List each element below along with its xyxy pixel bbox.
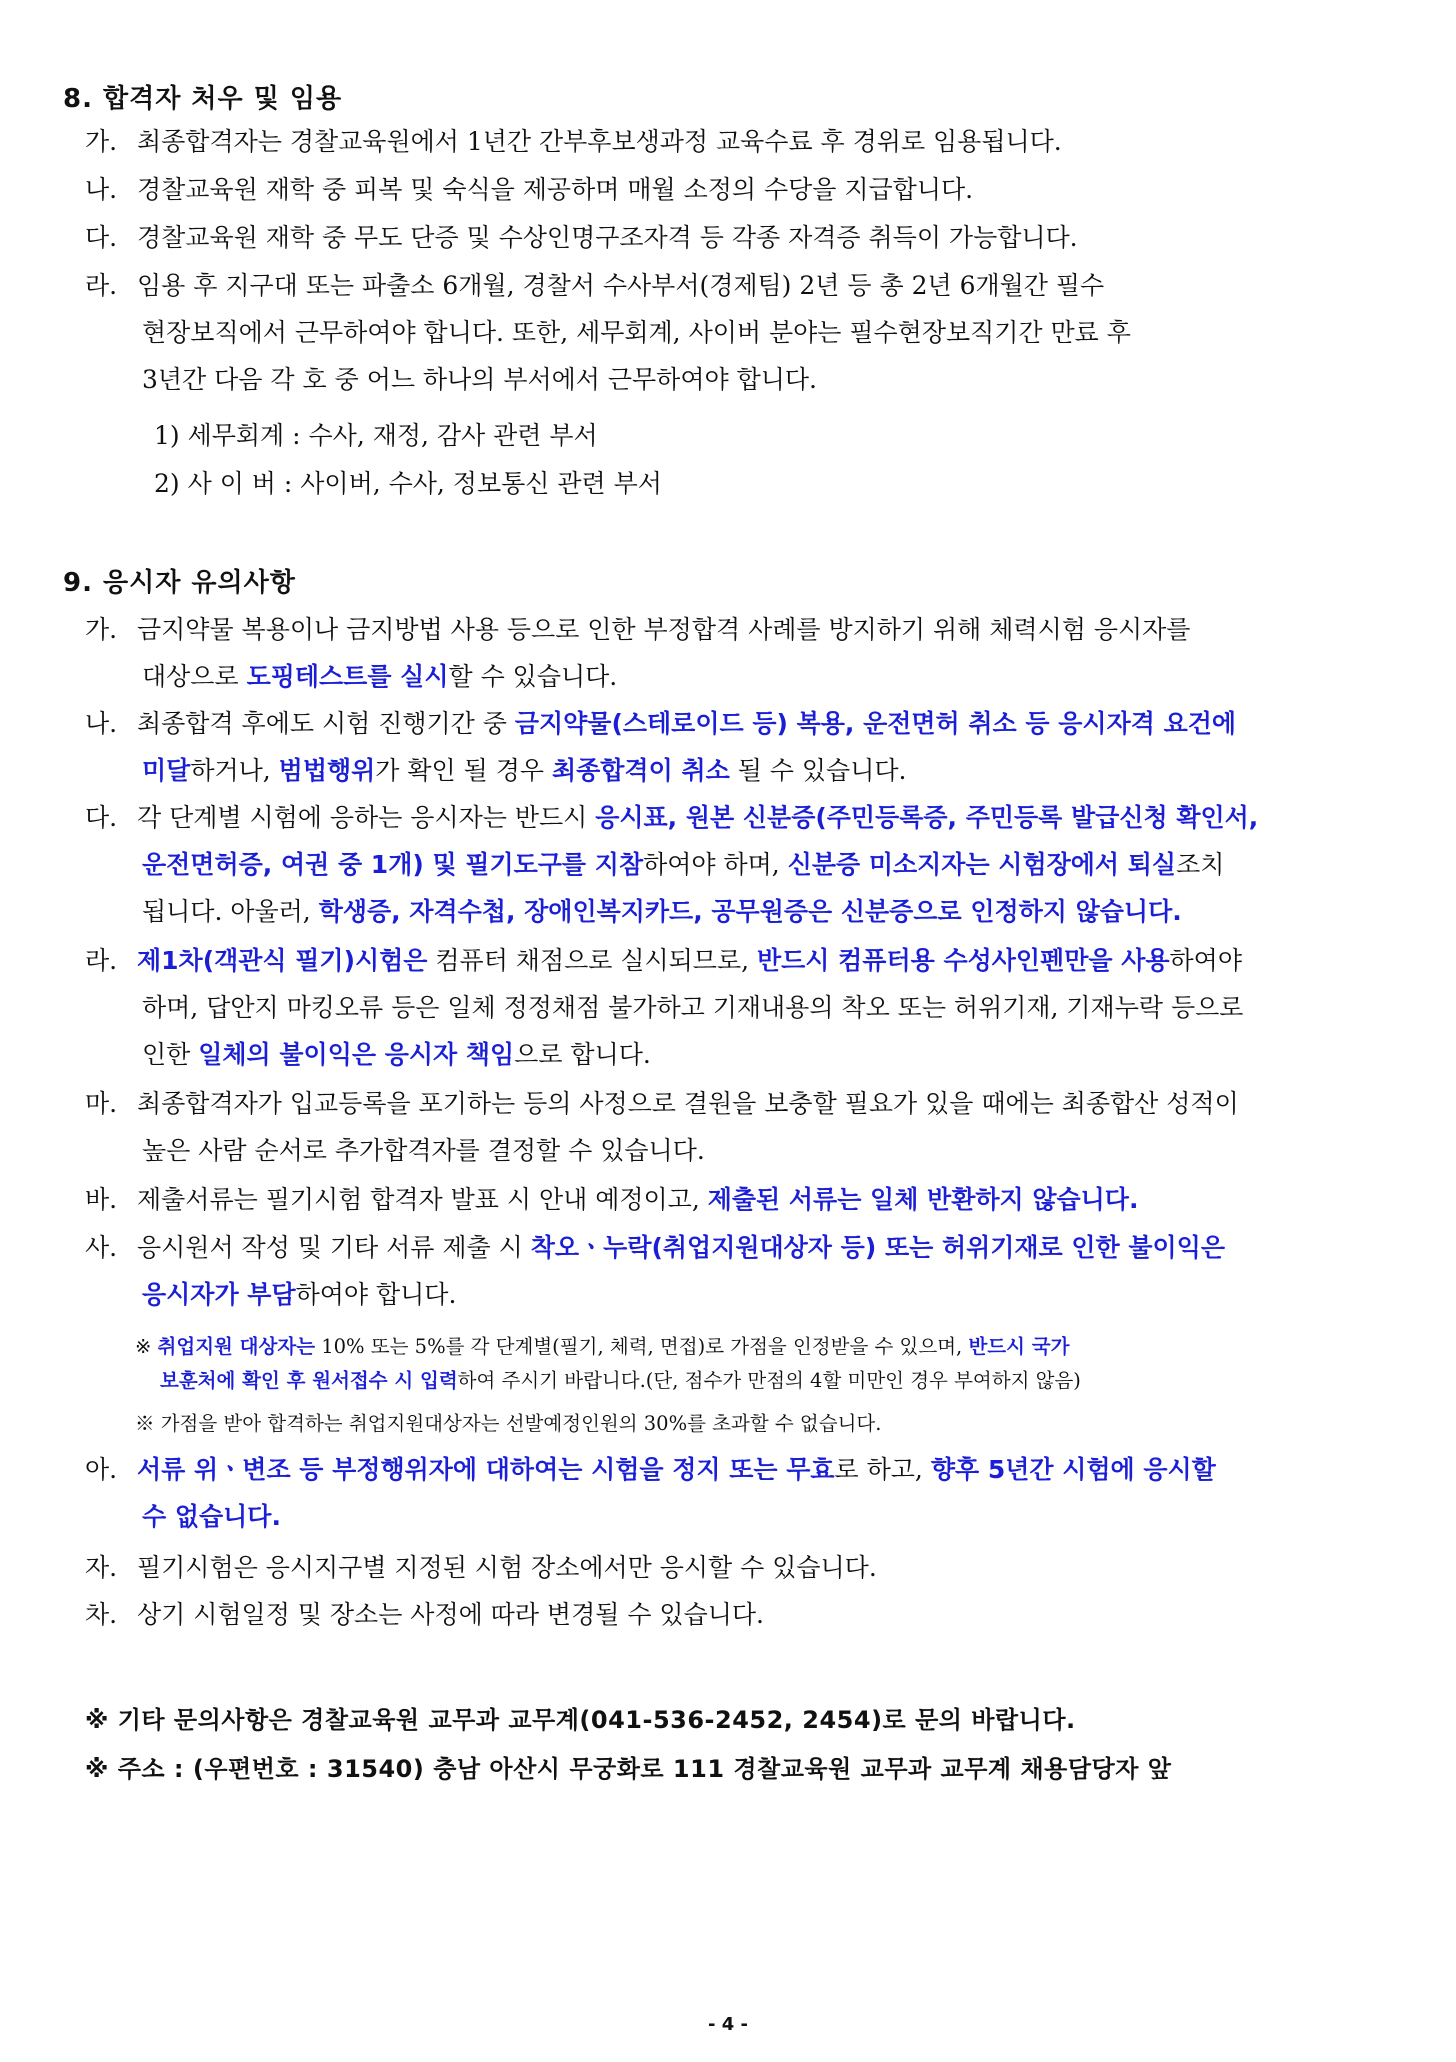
highlight-text: 최종합격이 취소 xyxy=(551,756,730,785)
text-line xyxy=(85,984,1400,1031)
highlight-text: 제출된 서류는 일체 반환하지 않습니다. xyxy=(707,1185,1139,1214)
highlight-text: 반드시 국가 xyxy=(968,1335,1070,1358)
page-number: - 4 - xyxy=(708,2014,748,2035)
text-line xyxy=(135,1330,1400,1364)
section-8-subitem-1: 1) 세무회계 : 수사, 재정, 감사 관련 부서 xyxy=(154,421,598,450)
item-label: 다. xyxy=(85,803,118,832)
section-9-item-na xyxy=(85,700,1400,794)
body-text: 조치 xyxy=(1176,850,1225,879)
body-text: 경찰교육원 재학 중 무도 단증 및 수상인명구조자격 등 각종 자격증 취득이 가능합니다. xyxy=(137,223,1078,252)
text-line xyxy=(85,118,1400,165)
body-text: 하여야 합니다. xyxy=(295,1280,457,1309)
body-text: 대상으로 xyxy=(142,662,247,691)
body-text: 3년간 다음 각 호 중 어느 하나의 부서에서 근무하여야 합니다. xyxy=(142,365,817,394)
body-text: 할 수 있습니다. xyxy=(448,662,618,691)
text-line xyxy=(85,1031,1400,1078)
item-label: 가. xyxy=(85,615,118,644)
body-text: 제출서류는 필기시험 합격자 발표 시 안내 예정이고, xyxy=(137,1185,708,1214)
body-text: 하며, 답안지 마킹오류 등은 일체 정정채점 불가하고 기재내용의 착오 또는 허위기재, 기재누락 등으로 xyxy=(142,993,1244,1022)
highlight-text: 향후 5년간 시험에 응시할 xyxy=(930,1455,1216,1484)
section-9-item-ma xyxy=(85,1080,1400,1174)
highlight-text: 응시표, 원본 신분증(주민등록증, 주민등록 발급신청 확인서, xyxy=(595,803,1259,832)
highlight-text: 제1차(객관식 필기)시험은 xyxy=(137,946,428,975)
section-9-item-ba xyxy=(85,1176,1400,1223)
body-text: 될 수 있습니다. xyxy=(729,756,907,785)
text-line xyxy=(85,841,1400,888)
highlight-text: 학생증, 자격수첩, 장애인복지카드, 공무원증은 신분증으로 인정하지 않습니다. xyxy=(318,897,1182,926)
section-9-item-ja xyxy=(85,1544,1400,1591)
body-text: 임용 후 지구대 또는 파출소 6개월, 경찰서 수사부서(경제팀) 2년 등 총 2년 6개월간 필수 xyxy=(137,271,1105,300)
highlight-text: 도핑테스트를 실시 xyxy=(246,662,449,691)
body-text: ※ xyxy=(135,1335,158,1358)
section-8-item-ra xyxy=(85,262,1400,403)
body-text: 가 확인 될 경우 xyxy=(375,756,552,785)
body-text: ※ 가점을 받아 합격하는 취업지원대상자는 선발예정인원의 30%를 초과할 수 없습니다. xyxy=(135,1412,882,1435)
text-line xyxy=(85,794,1400,841)
item-label: 사. xyxy=(85,1233,118,1262)
item-label: 자. xyxy=(85,1553,118,1582)
text-line xyxy=(135,1407,1400,1441)
item-label: 아. xyxy=(85,1455,118,1484)
item-label: 다. xyxy=(85,223,118,252)
highlight-text: 서류 위ㆍ변조 등 부정행위자에 대하여는 시험을 정지 또는 무효 xyxy=(137,1455,835,1484)
text-line xyxy=(85,937,1400,984)
section-8-item-ga xyxy=(85,118,1400,165)
section-9-item-ra xyxy=(85,937,1400,1078)
text-line xyxy=(85,1446,1400,1493)
body-text: 컴퓨터 채점으로 실시되므로, xyxy=(427,946,757,975)
text-line xyxy=(85,1176,1400,1223)
text-line xyxy=(85,1493,1400,1540)
text-line xyxy=(85,653,1400,700)
body-text: 하여야 하며, xyxy=(643,850,788,879)
body-text: 응시원서 작성 및 기타 서류 제출 시 xyxy=(137,1233,531,1262)
section-9-item-sa xyxy=(85,1224,1400,1318)
highlight-text: 보훈처에 확인 후 원서접수 시 입력 xyxy=(160,1369,458,1392)
body-text: 하여야 xyxy=(1169,946,1242,975)
highlight-text: 취업지원 대상자는 xyxy=(157,1335,316,1358)
text-line xyxy=(85,1271,1400,1318)
section-9-title: 9. 응시자 유의사항 xyxy=(63,568,296,598)
highlight-text: 미달 xyxy=(142,756,191,785)
text-line xyxy=(85,1544,1400,1591)
highlight-text: 수 없습니다. xyxy=(142,1502,281,1531)
item-label: 나. xyxy=(85,709,118,738)
text-line xyxy=(85,606,1400,653)
text-line xyxy=(85,700,1400,747)
body-text: 하거나, xyxy=(190,756,279,785)
text-line xyxy=(85,1224,1400,1271)
body-text: 으로 합니다. xyxy=(514,1040,651,1069)
section-8-title: 8. 합격자 처우 및 임용 xyxy=(63,84,343,114)
highlight-text: 반드시 컴퓨터용 수성사인펜만을 사용 xyxy=(757,946,1170,975)
body-text: 경찰교육원 재학 중 피복 및 숙식을 제공하며 매월 소정의 수당을 지급합니다. xyxy=(137,175,974,204)
text-line xyxy=(85,214,1400,261)
body-text: 됩니다. 아울러, xyxy=(142,897,319,926)
text-line xyxy=(85,1080,1400,1127)
section-9-item-ga xyxy=(85,606,1400,700)
contact-inquiry: ※ 기타 문의사항은 경찰교육원 교무과 교무계(041-536-2452, 2454)로 문의 바랍니다. xyxy=(85,1706,1076,1734)
section-9-item-a xyxy=(85,1446,1400,1540)
section-8-item-na xyxy=(85,166,1400,213)
body-text: 상기 시험일정 및 장소는 사정에 따라 변경될 수 있습니다. xyxy=(137,1600,764,1629)
highlight-text: 착오ㆍ누락(취업지원대상자 등) 또는 허위기재로 인한 불이익은 xyxy=(530,1233,1226,1262)
text-line xyxy=(85,166,1400,213)
text-line xyxy=(85,262,1400,309)
highlight-text: 운전면허증, 여권 중 1개) 및 필기도구를 지참 xyxy=(142,850,644,879)
item-label: 바. xyxy=(85,1185,118,1214)
body-text: 금지약물 복용이나 금지방법 사용 등으로 인한 부정합격 사례를 방지하기 위해 체력시험 응시자를 xyxy=(137,615,1191,644)
body-text: 10% 또는 5%를 각 단계별(필기, 체력, 면접)로 가점을 인정받을 수 있으며, xyxy=(315,1335,969,1358)
body-text: 로 하고, xyxy=(834,1455,931,1484)
section-9-note-1 xyxy=(135,1330,1400,1398)
section-8-subitem-2: 2) 사 이 버 : 사이버, 수사, 정보통신 관련 부서 xyxy=(154,469,662,498)
highlight-text: 신분증 미소지자는 시험장에서 퇴실 xyxy=(787,850,1177,879)
item-label: 라. xyxy=(85,946,118,975)
item-label: 라. xyxy=(85,271,118,300)
contact-address: ※ 주소 : (우편번호 : 31540) 충남 아산시 무궁화로 111 경찰교육원 교무과 교무계 채용담당자 앞 xyxy=(85,1755,1172,1783)
section-8-item-da xyxy=(85,214,1400,261)
text-line xyxy=(85,1591,1400,1638)
item-label: 나. xyxy=(85,175,118,204)
item-label: 마. xyxy=(85,1089,118,1118)
text-line xyxy=(85,1127,1400,1174)
highlight-text: 범법행위 xyxy=(278,756,376,785)
section-9-item-cha xyxy=(85,1591,1400,1638)
body-text: 최종합격자가 입교등록을 포기하는 등의 사정으로 결원을 보충할 필요가 있을 때에는 최종합산 성적이 xyxy=(137,1089,1239,1118)
item-label: 차. xyxy=(85,1600,118,1629)
text-line xyxy=(85,747,1400,794)
section-9-note-2 xyxy=(135,1407,1400,1441)
body-text: 최종합격자는 경찰교육원에서 1년간 간부후보생과정 교육수료 후 경위로 임용됩니다. xyxy=(137,127,1062,156)
body-text: 필기시험은 응시지구별 지정된 시험 장소에서만 응시할 수 있습니다. xyxy=(137,1553,877,1582)
highlight-text: 일체의 불이익은 응시자 책임 xyxy=(198,1040,515,1069)
section-9-item-da xyxy=(85,794,1400,935)
body-text: 인한 xyxy=(142,1040,199,1069)
body-text: 높은 사람 순서로 추가합격자를 결정할 수 있습니다. xyxy=(142,1136,705,1165)
text-line xyxy=(85,888,1400,935)
body-text: 최종합격 후에도 시험 진행기간 중 xyxy=(137,709,515,738)
text-line xyxy=(85,309,1400,356)
highlight-text: 응시자가 부담 xyxy=(142,1280,296,1309)
body-text: 현장보직에서 근무하여야 합니다. 또한, 세무회계, 사이버 분야는 필수현장보직기간 만료 후 xyxy=(142,318,1131,347)
highlight-text: 금지약물(스테로이드 등) 복용, 운전면허 취소 등 응시자격 요건에 xyxy=(514,709,1237,738)
body-text: 하여 주시기 바랍니다.(단, 점수가 만점의 4할 미만인 경우 부여하지 않음) xyxy=(457,1369,1081,1392)
item-label: 가. xyxy=(85,127,118,156)
body-text: 각 단계별 시험에 응하는 응시자는 반드시 xyxy=(137,803,596,832)
text-line xyxy=(85,356,1400,403)
text-line xyxy=(135,1364,1400,1398)
